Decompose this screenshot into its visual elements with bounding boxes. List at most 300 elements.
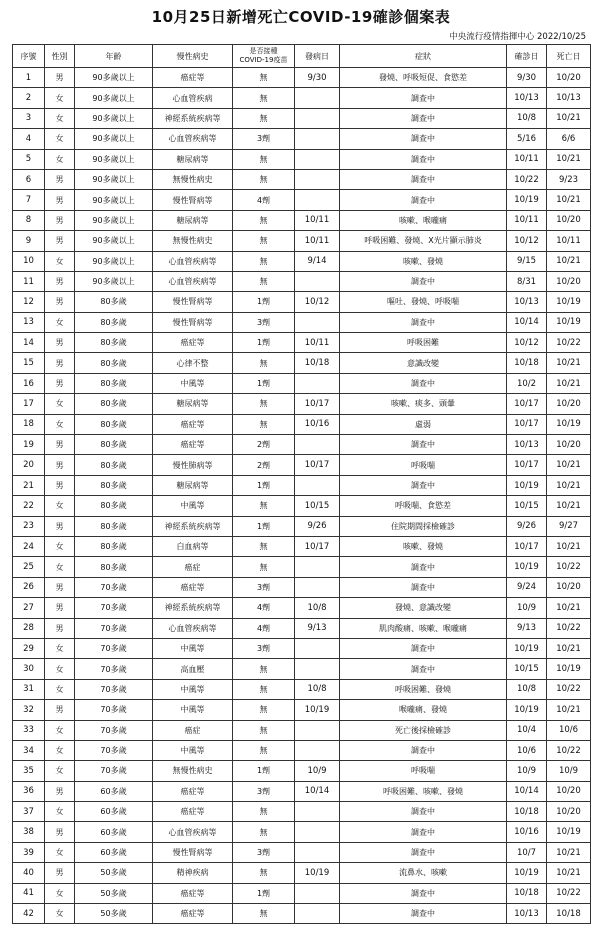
cell-symptoms: 咳嗽、痰多、頭暈 xyxy=(340,394,507,414)
cell-death: 10/21 xyxy=(547,353,591,373)
cell-onset: 10/17 xyxy=(295,536,340,556)
cell-diagnosis: 10/6 xyxy=(507,740,547,760)
table-row xyxy=(13,210,591,230)
cell-death: 10/19 xyxy=(547,312,591,332)
cell-history: 精神疾病 xyxy=(153,863,233,883)
header-symptoms: 症狀 xyxy=(340,45,507,68)
table-row xyxy=(13,557,591,577)
table-row xyxy=(13,129,591,149)
cell-symptoms: 調查中 xyxy=(340,88,507,108)
cell-symptoms: 調查中 xyxy=(340,435,507,455)
table-row xyxy=(13,842,591,862)
cell-no: 25 xyxy=(13,557,45,577)
source-line: 中央流行疫情指揮中心 2022/10/25 xyxy=(449,32,586,42)
cell-history: 癌症等 xyxy=(153,414,233,434)
cell-age: 80多歲 xyxy=(75,292,153,312)
cell-history: 心血管疾病等 xyxy=(153,618,233,638)
cell-symptoms: 調查中 xyxy=(340,577,507,597)
cell-no: 7 xyxy=(13,190,45,210)
cell-history: 中風等 xyxy=(153,638,233,658)
cell-no: 21 xyxy=(13,475,45,495)
cell-no: 1 xyxy=(13,68,45,88)
cell-no: 38 xyxy=(13,822,45,842)
cell-sex: 男 xyxy=(45,169,75,189)
cell-history: 白血病等 xyxy=(153,536,233,556)
cell-sex: 女 xyxy=(45,904,75,924)
cell-death: 10/22 xyxy=(547,740,591,760)
cell-onset xyxy=(295,659,340,679)
cell-history: 慢性腎病等 xyxy=(153,312,233,332)
cell-vaccine: 無 xyxy=(233,414,295,434)
cell-vaccine: 3劑 xyxy=(233,577,295,597)
cell-diagnosis: 10/13 xyxy=(507,292,547,312)
table-row xyxy=(13,598,591,618)
cell-sex: 女 xyxy=(45,129,75,149)
cell-no: 24 xyxy=(13,536,45,556)
cell-age: 80多歲 xyxy=(75,435,153,455)
page-title: 10月25日新增死亡COVID-19確診個案表 xyxy=(151,8,451,26)
cell-symptoms: 發燒、意識改變 xyxy=(340,598,507,618)
cell-history: 心律不整 xyxy=(153,353,233,373)
cell-onset: 10/19 xyxy=(295,700,340,720)
table-row xyxy=(13,700,591,720)
cell-age: 60多歲 xyxy=(75,822,153,842)
cell-vaccine: 3劑 xyxy=(233,842,295,862)
table-header xyxy=(13,45,591,68)
cell-no: 16 xyxy=(13,373,45,393)
cell-symptoms: 死亡後採檢確診 xyxy=(340,720,507,740)
cell-symptoms: 調查中 xyxy=(340,475,507,495)
cell-sex: 男 xyxy=(45,781,75,801)
cell-age: 80多歲 xyxy=(75,516,153,536)
cell-diagnosis: 10/7 xyxy=(507,842,547,862)
cell-death: 10/9 xyxy=(547,761,591,781)
cell-diagnosis: 10/13 xyxy=(507,435,547,455)
cell-death: 10/21 xyxy=(547,842,591,862)
cell-diagnosis: 10/19 xyxy=(507,475,547,495)
cell-age: 70多歲 xyxy=(75,638,153,658)
cell-diagnosis: 10/13 xyxy=(507,88,547,108)
cell-death: 10/20 xyxy=(547,68,591,88)
table-row xyxy=(13,822,591,842)
cell-no: 14 xyxy=(13,333,45,353)
cell-age: 90多歲以上 xyxy=(75,129,153,149)
cell-vaccine: 無 xyxy=(233,659,295,679)
cell-history: 慢性腎病等 xyxy=(153,842,233,862)
cell-onset xyxy=(295,373,340,393)
cell-vaccine: 無 xyxy=(233,353,295,373)
cell-diagnosis: 10/19 xyxy=(507,190,547,210)
table-row xyxy=(13,251,591,271)
header-vaccine-line2: COVID-19疫苗 xyxy=(239,56,288,64)
cell-diagnosis: 10/18 xyxy=(507,883,547,903)
cell-sex: 男 xyxy=(45,190,75,210)
table-row xyxy=(13,312,591,332)
cell-history: 慢性腎病等 xyxy=(153,190,233,210)
table-row xyxy=(13,190,591,210)
cell-death: 10/21 xyxy=(547,455,591,475)
cell-no: 35 xyxy=(13,761,45,781)
table-row xyxy=(13,720,591,740)
cell-vaccine: 1劑 xyxy=(233,475,295,495)
cell-no: 33 xyxy=(13,720,45,740)
cell-death: 10/20 xyxy=(547,271,591,291)
cell-history: 糖尿病等 xyxy=(153,149,233,169)
cell-sex: 女 xyxy=(45,883,75,903)
cell-age: 60多歲 xyxy=(75,842,153,862)
cell-vaccine: 無 xyxy=(233,700,295,720)
cell-sex: 男 xyxy=(45,822,75,842)
cell-history: 癌症等 xyxy=(153,435,233,455)
cell-diagnosis: 10/8 xyxy=(507,679,547,699)
cell-no: 31 xyxy=(13,679,45,699)
cell-sex: 男 xyxy=(45,333,75,353)
cell-age: 90多歲以上 xyxy=(75,210,153,230)
cell-vaccine: 無 xyxy=(233,210,295,230)
cell-sex: 男 xyxy=(45,455,75,475)
cell-death: 10/20 xyxy=(547,781,591,801)
cell-diagnosis: 10/22 xyxy=(507,169,547,189)
table-row xyxy=(13,88,591,108)
cell-symptoms: 調查中 xyxy=(340,373,507,393)
cell-diagnosis: 10/11 xyxy=(507,149,547,169)
cell-death: 10/18 xyxy=(547,904,591,924)
cell-sex: 女 xyxy=(45,638,75,658)
cell-onset xyxy=(295,129,340,149)
cell-symptoms: 調查中 xyxy=(340,271,507,291)
cell-age: 90多歲以上 xyxy=(75,108,153,128)
cell-age: 70多歲 xyxy=(75,618,153,638)
cell-age: 90多歲以上 xyxy=(75,68,153,88)
cell-history: 癌症等 xyxy=(153,781,233,801)
cell-history: 中風等 xyxy=(153,679,233,699)
cell-age: 90多歲以上 xyxy=(75,190,153,210)
cell-history: 癌症等 xyxy=(153,904,233,924)
cell-vaccine: 無 xyxy=(233,231,295,251)
cell-symptoms: 喉嚨痛、發燒 xyxy=(340,700,507,720)
cell-sex: 女 xyxy=(45,496,75,516)
cell-age: 90多歲以上 xyxy=(75,271,153,291)
cell-symptoms: 咳嗽、發燒 xyxy=(340,536,507,556)
table-row xyxy=(13,577,591,597)
cell-symptoms: 呼吸困難 xyxy=(340,333,507,353)
cell-diagnosis: 5/16 xyxy=(507,129,547,149)
cell-age: 80多歲 xyxy=(75,414,153,434)
header-vaccine-line1: 是否接種 xyxy=(249,47,278,55)
cell-vaccine: 無 xyxy=(233,740,295,760)
cell-onset xyxy=(295,720,340,740)
cell-onset xyxy=(295,435,340,455)
cell-vaccine: 無 xyxy=(233,802,295,822)
cell-age: 70多歲 xyxy=(75,720,153,740)
table-row xyxy=(13,904,591,924)
cell-vaccine: 3劑 xyxy=(233,129,295,149)
cell-death: 10/6 xyxy=(547,720,591,740)
cell-death: 10/22 xyxy=(547,333,591,353)
cell-age: 80多歲 xyxy=(75,557,153,577)
cell-history: 神經系統疾病等 xyxy=(153,598,233,618)
cell-diagnosis: 10/12 xyxy=(507,231,547,251)
cell-death: 9/23 xyxy=(547,169,591,189)
cell-age: 50多歲 xyxy=(75,904,153,924)
cell-sex: 女 xyxy=(45,149,75,169)
cell-sex: 男 xyxy=(45,598,75,618)
cell-vaccine: 無 xyxy=(233,394,295,414)
table-row xyxy=(13,618,591,638)
cell-symptoms: 調查中 xyxy=(340,149,507,169)
cell-onset xyxy=(295,190,340,210)
table-row xyxy=(13,149,591,169)
cell-onset xyxy=(295,904,340,924)
cell-no: 23 xyxy=(13,516,45,536)
cell-vaccine: 無 xyxy=(233,720,295,740)
table-row xyxy=(13,863,591,883)
cell-symptoms: 咳嗽、喉嚨痛 xyxy=(340,210,507,230)
cell-symptoms: 調查中 xyxy=(340,883,507,903)
table-row xyxy=(13,455,591,475)
cell-sex: 女 xyxy=(45,802,75,822)
cell-history: 中風等 xyxy=(153,496,233,516)
cell-vaccine: 3劑 xyxy=(233,781,295,801)
cell-age: 70多歲 xyxy=(75,577,153,597)
cell-vaccine: 無 xyxy=(233,169,295,189)
table-row xyxy=(13,475,591,495)
cell-sex: 女 xyxy=(45,312,75,332)
cell-onset xyxy=(295,169,340,189)
table-row xyxy=(13,169,591,189)
cell-symptoms: 咳嗽、發燒 xyxy=(340,251,507,271)
cell-diagnosis: 10/9 xyxy=(507,598,547,618)
cell-history: 糖尿病等 xyxy=(153,475,233,495)
cell-no: 27 xyxy=(13,598,45,618)
cell-vaccine: 無 xyxy=(233,68,295,88)
cell-history: 癌症 xyxy=(153,557,233,577)
cell-no: 2 xyxy=(13,88,45,108)
cell-history: 高血壓 xyxy=(153,659,233,679)
cell-sex: 男 xyxy=(45,353,75,373)
cell-diagnosis: 10/15 xyxy=(507,496,547,516)
cell-sex: 女 xyxy=(45,88,75,108)
cell-no: 3 xyxy=(13,108,45,128)
table-row xyxy=(13,435,591,455)
cell-symptoms: 調查中 xyxy=(340,129,507,149)
cell-sex: 女 xyxy=(45,108,75,128)
cell-onset: 10/12 xyxy=(295,292,340,312)
cell-onset xyxy=(295,312,340,332)
cell-symptoms: 調查中 xyxy=(340,659,507,679)
cell-diagnosis: 10/4 xyxy=(507,720,547,740)
header-history: 慢性病史 xyxy=(153,45,233,68)
cell-no: 12 xyxy=(13,292,45,312)
cell-onset: 10/11 xyxy=(295,210,340,230)
cell-sex: 男 xyxy=(45,68,75,88)
cell-death: 10/21 xyxy=(547,190,591,210)
cell-diagnosis: 10/13 xyxy=(507,904,547,924)
cell-sex: 男 xyxy=(45,210,75,230)
cell-diagnosis: 8/31 xyxy=(507,271,547,291)
cell-diagnosis: 10/2 xyxy=(507,373,547,393)
cell-history: 神經系統疾病等 xyxy=(153,108,233,128)
cell-onset xyxy=(295,557,340,577)
header-diagnosis: 確診日 xyxy=(507,45,547,68)
cell-no: 30 xyxy=(13,659,45,679)
cell-age: 60多歲 xyxy=(75,802,153,822)
cell-onset: 10/11 xyxy=(295,231,340,251)
cell-death: 10/21 xyxy=(547,149,591,169)
cell-diagnosis: 9/24 xyxy=(507,577,547,597)
cell-symptoms: 調查中 xyxy=(340,802,507,822)
cell-symptoms: 調查中 xyxy=(340,740,507,760)
cell-sex: 男 xyxy=(45,863,75,883)
cell-death: 10/20 xyxy=(547,394,591,414)
cell-onset xyxy=(295,149,340,169)
table-row xyxy=(13,496,591,516)
cell-vaccine: 4劑 xyxy=(233,190,295,210)
cell-age: 90多歲以上 xyxy=(75,149,153,169)
cell-death: 6/6 xyxy=(547,129,591,149)
table-row xyxy=(13,414,591,434)
cell-no: 40 xyxy=(13,863,45,883)
cell-history: 癌症等 xyxy=(153,802,233,822)
cell-vaccine: 無 xyxy=(233,904,295,924)
cell-vaccine: 無 xyxy=(233,557,295,577)
cell-history: 中風等 xyxy=(153,740,233,760)
cell-onset: 10/11 xyxy=(295,333,340,353)
cell-no: 22 xyxy=(13,496,45,516)
cell-death: 10/19 xyxy=(547,414,591,434)
cell-symptoms: 肌肉酸痛、咳嗽、喉嚨痛 xyxy=(340,618,507,638)
cell-vaccine: 1劑 xyxy=(233,373,295,393)
cell-onset: 9/26 xyxy=(295,516,340,536)
cell-onset: 10/18 xyxy=(295,353,340,373)
cell-death: 9/27 xyxy=(547,516,591,536)
cell-diagnosis: 9/26 xyxy=(507,516,547,536)
cell-sex: 女 xyxy=(45,536,75,556)
cell-age: 70多歲 xyxy=(75,740,153,760)
cell-diagnosis: 9/13 xyxy=(507,618,547,638)
table-row xyxy=(13,659,591,679)
table-row xyxy=(13,740,591,760)
cell-diagnosis: 9/15 xyxy=(507,251,547,271)
cell-history: 心血管疾病等 xyxy=(153,129,233,149)
cell-history: 心血管疾病等 xyxy=(153,251,233,271)
cell-symptoms: 調查中 xyxy=(340,638,507,658)
cell-death: 10/19 xyxy=(547,292,591,312)
cell-age: 90多歲以上 xyxy=(75,251,153,271)
table-row xyxy=(13,516,591,536)
cell-death: 10/20 xyxy=(547,210,591,230)
cell-age: 70多歲 xyxy=(75,679,153,699)
cell-no: 17 xyxy=(13,394,45,414)
cell-sex: 男 xyxy=(45,618,75,638)
cell-onset: 10/17 xyxy=(295,394,340,414)
cell-history: 癌症等 xyxy=(153,333,233,353)
cell-vaccine: 3劑 xyxy=(233,638,295,658)
cell-diagnosis: 10/19 xyxy=(507,638,547,658)
cell-onset: 9/30 xyxy=(295,68,340,88)
header-death: 死亡日 xyxy=(547,45,591,68)
cell-history: 糖尿病等 xyxy=(153,394,233,414)
cell-symptoms: 流鼻水、咳嗽 xyxy=(340,863,507,883)
cell-sex: 女 xyxy=(45,251,75,271)
cell-no: 19 xyxy=(13,435,45,455)
cell-diagnosis: 10/18 xyxy=(507,353,547,373)
cell-age: 80多歲 xyxy=(75,353,153,373)
cell-no: 5 xyxy=(13,149,45,169)
cell-history: 心血管疾病等 xyxy=(153,822,233,842)
cell-death: 10/22 xyxy=(547,557,591,577)
cell-age: 70多歲 xyxy=(75,761,153,781)
cell-vaccine: 4劑 xyxy=(233,598,295,618)
cell-vaccine: 無 xyxy=(233,496,295,516)
header-age: 年齡 xyxy=(75,45,153,68)
cell-onset xyxy=(295,577,340,597)
cell-vaccine: 無 xyxy=(233,822,295,842)
cell-death: 10/21 xyxy=(547,598,591,618)
cell-symptoms: 發燒、呼吸短促、食慾差 xyxy=(340,68,507,88)
cell-history: 糖尿病等 xyxy=(153,210,233,230)
case-table xyxy=(12,44,591,924)
table-row xyxy=(13,353,591,373)
cell-diagnosis: 10/18 xyxy=(507,802,547,822)
cell-no: 37 xyxy=(13,802,45,822)
cell-onset xyxy=(295,883,340,903)
cell-no: 36 xyxy=(13,781,45,801)
cell-diagnosis: 9/30 xyxy=(507,68,547,88)
cell-diagnosis: 10/19 xyxy=(507,700,547,720)
cell-no: 4 xyxy=(13,129,45,149)
cell-onset: 10/15 xyxy=(295,496,340,516)
cell-death: 10/11 xyxy=(547,231,591,251)
cell-no: 26 xyxy=(13,577,45,597)
cell-symptoms: 調查中 xyxy=(340,822,507,842)
cell-vaccine: 2劑 xyxy=(233,455,295,475)
cell-sex: 男 xyxy=(45,292,75,312)
cell-onset: 10/8 xyxy=(295,598,340,618)
cell-history: 癌症等 xyxy=(153,883,233,903)
cell-vaccine: 1劑 xyxy=(233,516,295,536)
cell-symptoms: 調查中 xyxy=(340,108,507,128)
cell-history: 心血管疾病 xyxy=(153,88,233,108)
cell-onset: 10/9 xyxy=(295,761,340,781)
cell-symptoms: 調查中 xyxy=(340,557,507,577)
cell-death: 10/21 xyxy=(547,863,591,883)
cell-diagnosis: 10/9 xyxy=(507,761,547,781)
cell-diagnosis: 10/19 xyxy=(507,863,547,883)
table-row xyxy=(13,333,591,353)
cell-sex: 女 xyxy=(45,761,75,781)
cell-sex: 女 xyxy=(45,740,75,760)
cell-no: 28 xyxy=(13,618,45,638)
cell-symptoms: 呼吸喘 xyxy=(340,455,507,475)
cell-onset: 9/13 xyxy=(295,618,340,638)
cell-sex: 女 xyxy=(45,557,75,577)
cell-age: 90多歲以上 xyxy=(75,169,153,189)
table-row xyxy=(13,271,591,291)
cell-onset: 10/16 xyxy=(295,414,340,434)
cell-death: 10/19 xyxy=(547,822,591,842)
cell-sex: 女 xyxy=(45,720,75,740)
cell-history: 中風等 xyxy=(153,373,233,393)
cell-diagnosis: 10/12 xyxy=(507,333,547,353)
cell-symptoms: 住院期間採檢確診 xyxy=(340,516,507,536)
cell-vaccine: 無 xyxy=(233,251,295,271)
cell-vaccine: 無 xyxy=(233,536,295,556)
cell-symptoms: 調查中 xyxy=(340,312,507,332)
cell-diagnosis: 10/15 xyxy=(507,659,547,679)
cell-sex: 男 xyxy=(45,231,75,251)
cell-onset: 10/19 xyxy=(295,863,340,883)
